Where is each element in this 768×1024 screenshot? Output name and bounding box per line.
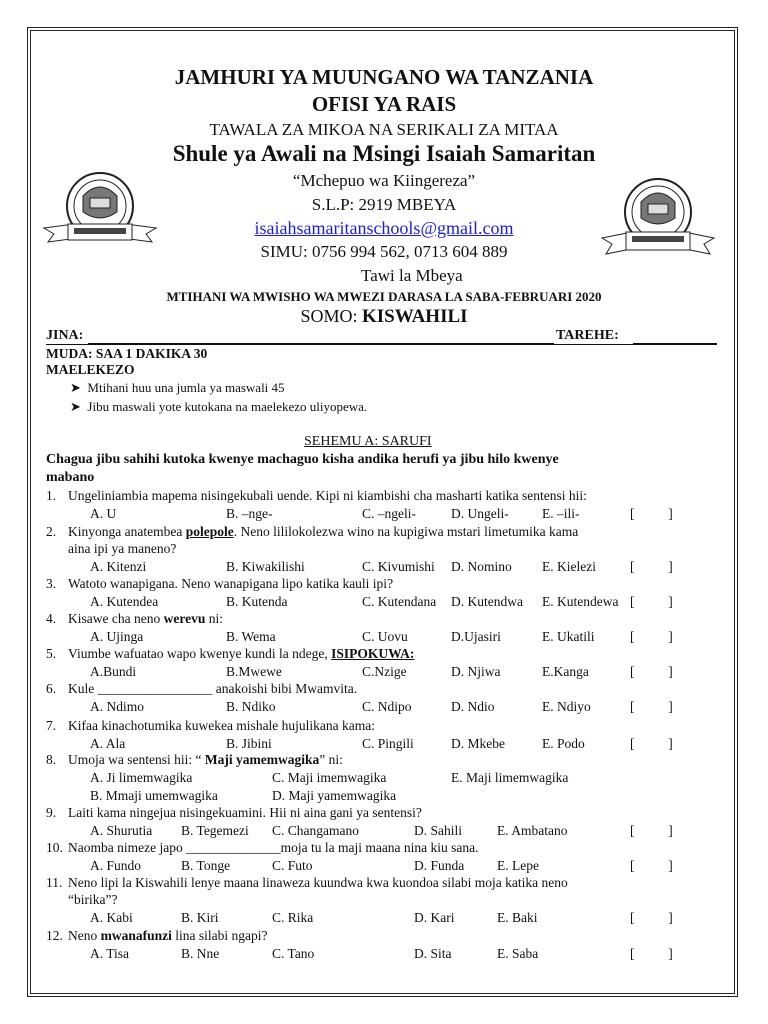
answer-option: C. Tano [272, 946, 315, 961]
answer-option: B. Kiri [181, 910, 219, 925]
answer-option: E. Kutendewa [542, 594, 619, 609]
question-text: Naomba nimeze japo ______________moja tu la maji maana nina kiu sana. [68, 840, 479, 855]
emphasized-word: polepole [185, 524, 234, 539]
answer-option: C. Futo [272, 858, 313, 873]
answer-option: E.Kanga [542, 664, 589, 679]
answer-option: C. Kivumishi [362, 559, 435, 574]
date-label: TAREHE: [556, 328, 619, 343]
answer-box[interactable]: [ ] [630, 629, 673, 644]
instructions-title: MAELEKEZO [46, 362, 135, 377]
question-number: 12. [46, 928, 63, 943]
office-title: OFISI YA RAIS [311, 92, 457, 116]
answer-option: E. Podo [542, 736, 585, 751]
answer-option: C. Rika [272, 910, 314, 925]
emphasized-word: mwanafunzi [100, 928, 172, 943]
answer-option: D. Mkebe [451, 736, 505, 751]
subject-line [0, 306, 768, 328]
answer-option: B. –nge- [226, 506, 273, 521]
school-name: Shule ya Awali na Msingi Isaiah Samaritan [172, 141, 596, 166]
subject-name: KISWAHILI [361, 306, 468, 327]
answer-option: D. Sita [414, 946, 452, 961]
answer-option: A. Tisa [90, 946, 130, 961]
question-number: 9. [46, 805, 57, 820]
answer-option: B. Jibini [226, 736, 272, 751]
answer-box[interactable]: [ ] [630, 699, 673, 714]
answer-option: A. Kabi [90, 910, 133, 925]
question-number: 8. [46, 752, 57, 767]
answer-option: B.Mwewe [226, 664, 282, 679]
question-number: 11. [46, 875, 63, 890]
ministry-title: TAWALA ZA MIKOA NA SERIKALI ZA MITAA [209, 120, 559, 139]
section-title: SEHEMU A: SARUFI [304, 434, 432, 449]
answer-box[interactable]: [ ] [630, 594, 673, 609]
answer-option: D.Ujasiri [451, 629, 501, 644]
answer-option: E. Baki [497, 910, 538, 925]
answer-option: B. Wema [226, 629, 276, 644]
answer-option: E. –ili- [542, 506, 580, 521]
answer-option: E. Saba [497, 946, 539, 961]
exam-title: MTIHANI WA MWISHO WA MWEZI DARASA LA SABA-FEBRUARI 2020 [166, 289, 602, 304]
subject-prefix: SOMO: [300, 306, 362, 326]
answer-box[interactable]: [ ] [630, 858, 673, 873]
question-text: Neno mwanafunzi lina silabi ngapi? [68, 928, 268, 943]
answer-option: D. Ndio [451, 699, 495, 714]
instruction-item: ➤ Jibu maswali yote kutokana na maelekezo uliyopewa. [70, 399, 368, 414]
answer-box[interactable]: [ ] [630, 559, 673, 574]
school-email-link[interactable]: isaiahsamaritanschools@gmail.com [254, 218, 514, 238]
question-text: Kule _________________ anakoishi bibi Mwamvita. [68, 681, 358, 696]
question-text: Kinyonga anatembea polepole. Neno lililokolezwa wino na kupigiwa mstari limetumika kama [68, 524, 579, 539]
emphasized-word: Maji yamemwagika [204, 752, 320, 767]
answer-option: D. Funda [414, 858, 465, 873]
name-field[interactable] [46, 328, 83, 344]
answer-option: E. Kielezi [542, 559, 596, 574]
question-number: 1. [46, 488, 57, 503]
answer-option: C.Nzige [362, 664, 407, 679]
question-text: Watoto wanapigana. Neno wanapigana lipo katika kauli ipi? [68, 576, 394, 591]
school-phone: SIMU: 0756 994 562, 0713 604 889 [260, 242, 508, 261]
school-branch: Tawi la Mbeya [361, 266, 463, 285]
answer-option: D. Kutendwa [451, 594, 523, 609]
question-text-cont: “birika”? [68, 892, 118, 907]
answer-option: C. Changamano [272, 823, 359, 838]
answer-blank: _________________ [97, 681, 213, 696]
school-motto: “Mchepuo wa Kiingereza” [292, 171, 476, 190]
question-text: Neno lipi la Kiswahili lenye maana linaweza kuundwa kwa kuondoa silabi moja katika neno [68, 875, 568, 890]
answer-box[interactable]: [ ] [630, 736, 673, 751]
school-seal-left-icon [38, 168, 174, 260]
answer-option: B. Tonge [181, 858, 231, 873]
question-number: 5. [46, 646, 57, 661]
answer-option: E. Ambatano [497, 823, 568, 838]
answer-option: D. Sahili [414, 823, 463, 838]
answer-option: D. Nomino [451, 559, 512, 574]
answer-option: C. Kutendana [362, 594, 437, 609]
school-address: S.L.P: 2919 MBEYA [311, 195, 457, 214]
question-text-cont: aina ipi ya maneno? [68, 541, 177, 556]
name-label: JINA: [46, 328, 84, 343]
question-text: Kisawe cha neno werevu ni: [68, 611, 223, 626]
question-number: 10. [46, 840, 63, 855]
answer-box[interactable]: [ ] [630, 910, 673, 925]
divider [46, 344, 717, 345]
answer-option: A. Ji limemwagika [90, 770, 193, 785]
question-number: 3. [46, 576, 57, 591]
answer-option: C. Pingili [362, 736, 414, 751]
question-text: Kifaa kinachotumika kuwekea mishale hujulikana kama: [68, 718, 376, 733]
answer-option: A. Kutendea [90, 594, 159, 609]
question-number: 4. [46, 611, 57, 626]
answer-option: A. Kitenzi [90, 559, 147, 574]
section-instruction-cont: mabano [46, 470, 95, 485]
answer-option: A. Ujinga [90, 629, 144, 644]
answer-option: E. Maji limemwagika [451, 770, 569, 785]
answer-option: A. U [90, 506, 117, 521]
answer-option: B. Kutenda [226, 594, 288, 609]
answer-option: D. Maji yamemwagika [272, 788, 397, 803]
emphasized-word: ISIPOKUWA: [331, 646, 415, 661]
answer-option: D. Kari [414, 910, 455, 925]
answer-option: A. Shurutia [90, 823, 153, 838]
answer-option: B. Tegemezi [181, 823, 249, 838]
answer-option: A. Ndimo [90, 699, 144, 714]
question-text: Ungeliniambia mapema nisingekubali uende. Kipi ni kiambishi cha masharti katika sentensi hii: [68, 488, 587, 503]
answer-option: C. Uovu [362, 629, 408, 644]
answer-box[interactable]: [ ] [630, 664, 673, 679]
answer-option: E. Ndiyo [542, 699, 591, 714]
question-text: Viumbe wafuatao wapo kwenye kundi la ndege, ISIPOKUWA: [68, 646, 415, 661]
answer-option: B. Kiwakilishi [226, 559, 305, 574]
answer-box[interactable]: [ ] [630, 946, 673, 961]
answer-option: B. Nne [181, 946, 220, 961]
date-field[interactable] [556, 328, 619, 344]
question-text: Laiti kama ningejua nisingekuamini. Hii ni aina gani ya sentensi? [68, 805, 422, 820]
answer-option: A. Ala [90, 736, 126, 751]
instruction-item: ➤ Mtihani huu una jumla ya maswali 45 [70, 380, 285, 395]
question-number: 2. [46, 524, 57, 539]
answer-option: D. Njiwa [451, 664, 501, 679]
duration: MUDA: SAA 1 DAKIKA 30 [46, 346, 208, 361]
answer-option: A.Bundi [90, 664, 137, 679]
question-number: 7. [46, 718, 57, 733]
answer-option: C. –ngeli- [362, 506, 416, 521]
answer-option: E. Ukatili [542, 629, 595, 644]
answer-option: B. Mmaji umemwagika [90, 788, 218, 803]
answer-option: A. Fundo [90, 858, 142, 873]
answer-option: C. Maji imemwagika [272, 770, 387, 785]
school-seal-right-icon [594, 176, 730, 268]
section-instruction: Chagua jibu sahihi kutoka kwenye machaguo kisha andika herufi ya jibu hilo kwenye [46, 452, 559, 467]
answer-box[interactable]: [ ] [630, 506, 673, 521]
answer-option: E. Lepe [497, 858, 539, 873]
question-text: Umoja wa sentensi hii: “ Maji yamemwagika” ni: [68, 752, 343, 767]
answer-option: C. Ndipo [362, 699, 412, 714]
question-number: 6. [46, 681, 57, 696]
answer-option: B. Ndiko [226, 699, 276, 714]
answer-option: D. Ungeli- [451, 506, 509, 521]
emphasized-word: werevu [163, 611, 206, 626]
answer-box[interactable]: [ ] [630, 823, 673, 838]
answer-blank: ______________ [186, 840, 281, 855]
republic-title: JAMHURI YA MUUNGANO WA TANZANIA [174, 65, 594, 89]
